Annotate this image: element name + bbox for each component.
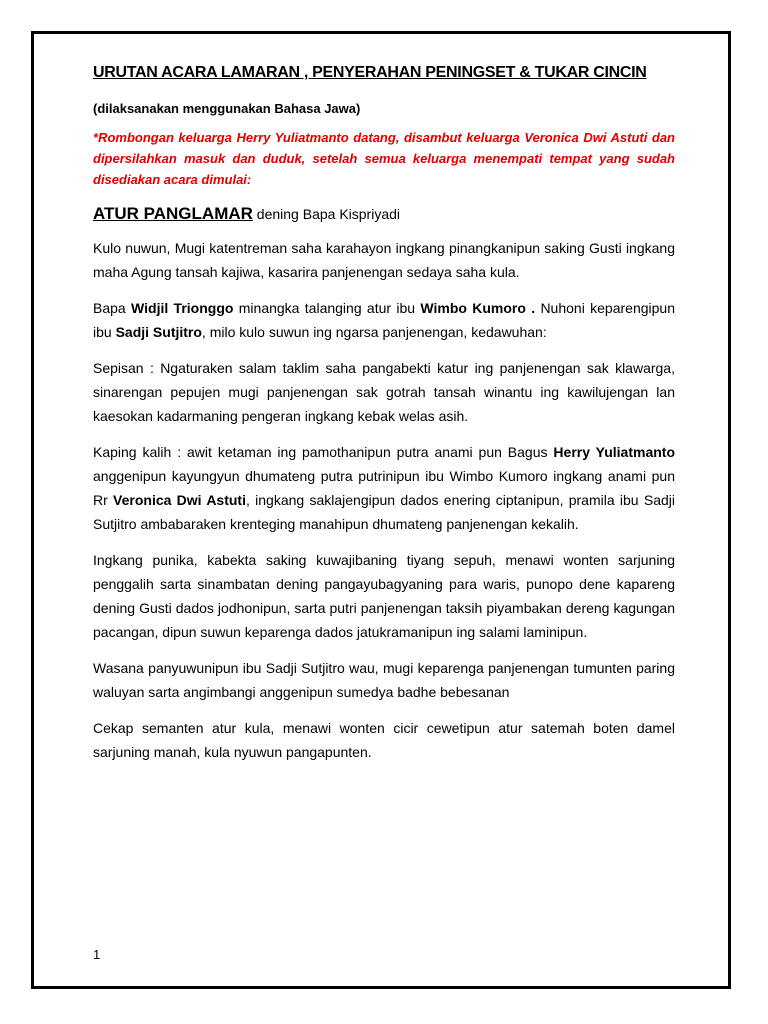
paragraph-wasana: Wasana panyuwunipun ibu Sadji Sutjitro wau, mugi keparenga panjenengan tumunten paring waluyan sarta angimbangi anggenipun sumedya badhe bebesanan: [93, 660, 675, 700]
red-italic-note: *Rombongan keluarga Herry Yuliatmanto datang, disambut keluarga Veronica Dwi Astuti dan dipersilahkan masuk dan duduk, setelah semua keluarga menempati tempat yang sudah disediakan acara dimulai:: [93, 130, 675, 187]
name-sadji: Sadji Sutjitro: [115, 324, 202, 340]
paragraph-kaping-kalih: Kaping kalih : awit ketaman ing pamothanipun putra anami pun Bagus Herry Yuliatmanto anggenipun kayungyun dhumateng putra putrinipun ibu Wimbo Kumoro ingkang anami pun Rr Veronica Dwi Astuti, ingkang saklajengipun dados enering ciptanipun, pramila ibu Sadji Sutjitro ambabaraken krenteging manahipun dhumateng panjenengan kekalih.: [93, 444, 676, 532]
document-title: URUTAN ACARA LAMARAN , PENYERAHAN PENINGSET & TUKAR CINCIN: [93, 64, 647, 81]
name-veronica: Veronica Dwi Astuti: [113, 492, 246, 508]
section-heading: [93, 204, 675, 224]
document-body: [93, 64, 675, 764]
paragraph-opening: Kulo nuwun, Mugi katentreman saha karahayon ingkang pinangkanipun saking Gusti ingkang maha Agung tansah kajiwa, kasarira panjenengan sedaya saha kula.: [93, 240, 675, 280]
section-heading-main: ATUR PANGLAMAR: [93, 204, 253, 223]
paragraph-intro: Bapa Widjil Trionggo minangka talanging atur ibu Wimbo Kumoro . Nuhoni keparengipun ibu Sadji Sutjitro, milo kulo suwun ing ngarsa panjenengan, kedawuhan:: [93, 300, 675, 340]
name-herry: Herry Yuliatmanto: [553, 444, 676, 460]
paragraph-sepisan: Sepisan : Ngaturaken salam taklim saha pangabekti katur ing panjenengan sak klawarga, sinarengan pepujen mugi panjenengan sak gotrah tansah winantu ing kawilujengan lan kaesokan kadarmaning pengeran ingkang kebak welas asih.: [93, 360, 675, 424]
page-number: 1: [93, 947, 101, 962]
paragraph-ingkang-punika: Ingkang punika, kabekta saking kuwajibaning tiyang sepuh, menawi wonten sarjuning penggalih sarta sinambatan dening pangayubagyaning para waris, punopo dene kapareng dening Gusti dados jodhonipun, sarta putri panjenengan taksih piyambakan dereng kagungan pacangan, dipun suwun keparenga dados jatukramanipun ing salami laminipun.: [93, 552, 675, 640]
document-subtitle: (dilaksanakan menggunakan Bahasa Jawa): [93, 101, 361, 116]
section-heading-speaker: dening Bapa Kispriyadi: [252, 206, 401, 222]
name-wimbo: Wimbo Kumoro .: [420, 300, 536, 316]
name-widjil: Widjil Trionggo: [131, 300, 234, 316]
paragraph-closing: Cekap semanten atur kula, menawi wonten cicir cewetipun atur satemah boten damel sarjuning manah, kula nyuwun pangapunten.: [93, 720, 675, 760]
